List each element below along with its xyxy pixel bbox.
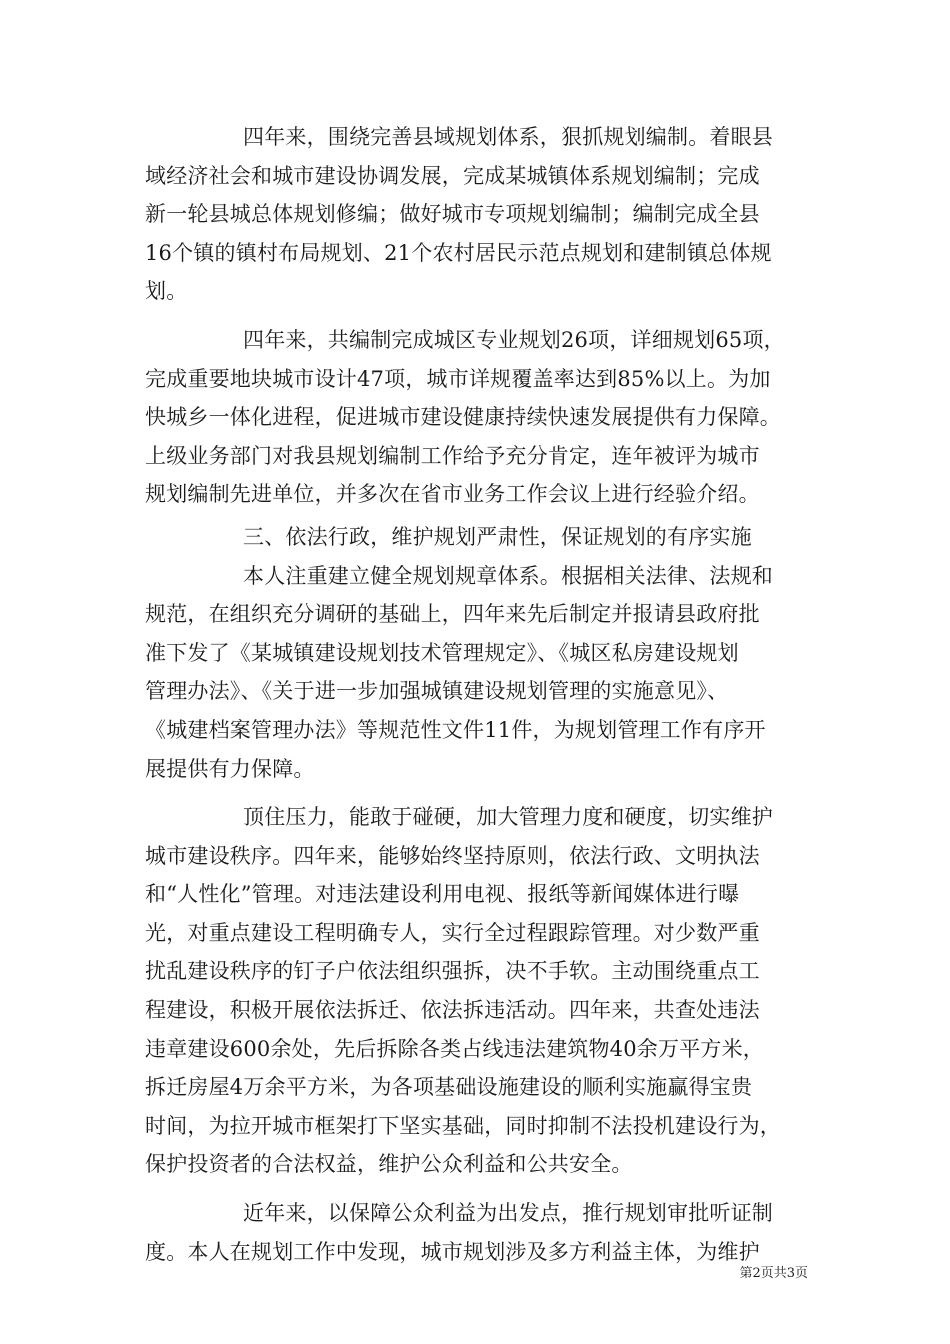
text-line: 扰乱建设秩序的钉子户依法组织强拆，决不手软。主动围绕重点工 (145, 959, 760, 984)
text-line: 完成重要地块城市设计47项，城市详规覆盖率达到85%以上。为加 (145, 366, 771, 391)
text-line: 光，对重点建设工程明确专人，实行全过程跟踪管理。对少数严重 (145, 920, 760, 945)
text-line: 时间，为拉开城市框架打下坚实基础，同时抑制不法投机建设行为， (145, 1113, 781, 1138)
section-heading (145, 518, 810, 557)
page-number-footer: 第2页共3页 (739, 1266, 808, 1281)
paragraph-planning-results (145, 321, 810, 514)
document-body (145, 118, 810, 1271)
text-line: 近年来，以保障公众利益为出发点，推行规划审批听证制 (243, 1201, 773, 1226)
text-line: 上级业务部门对我县规划编制工作给予充分肯定，连年被评为城市 (145, 443, 760, 468)
text-line: 快城乡一体化进程，促进城市建设健康持续快速发展提供有力保障。 (145, 405, 781, 430)
text-line: 16个镇的镇村布局规划、21个农村居民示范点规划和建制镇总体规 (145, 240, 772, 265)
paragraph-enforcement (145, 798, 810, 1184)
paragraph-planning-system (145, 118, 810, 311)
text-line: 拆迁房屋4万余平方米，为各项基础设施建设的顺利实施赢得宝贵 (145, 1075, 753, 1100)
text-line: 本人注重建立健全规划规章体系。根据相关法律、法规和 (243, 563, 773, 588)
text-line: 规划编制先进单位，并多次在省市业务工作会议上进行经验介绍。 (145, 482, 760, 507)
text-line: 保护投资者的合法权益，维护公众利益和公共安全。 (145, 1152, 633, 1177)
text-line: 四年来，共编制完成城区专业规划26项，详细规划65项， (243, 327, 785, 352)
section-heading-text: 三、依法行政，维护规划严肃性，保证规划的有序实施 (243, 524, 752, 549)
text-line: 和“人性化”管理。对违法建设利用电视、报纸等新闻媒体进行曝 (145, 882, 740, 907)
text-line: 划。 (145, 279, 188, 304)
text-line: 展提供有力保障。 (145, 756, 315, 781)
text-line: 程建设，积极开展依法拆迁、依法拆违活动。四年来，共查处违法 (145, 998, 760, 1023)
text-line: 新一轮县城总体规划修编；做好城市专项规划编制；编制完成全县 (145, 202, 760, 227)
text-line: 城市建设秩序。四年来，能够始终坚持原则，依法行政、文明执法 (145, 843, 760, 868)
text-line: 规范，在组织充分调研的基础上，四年来先后制定并报请县政府批 (145, 602, 760, 627)
text-line: 顶住压力，能敢于碰硬，加大管理力度和硬度，切实维护 (243, 805, 773, 830)
text-line: 《城建档案管理办法》等规范性文件11件，为规划管理工作有序开 (145, 717, 766, 742)
text-line: 准下发了《某城镇建设规划技术管理规定》、《城区私房建设规划 (145, 640, 739, 665)
paragraph-regulations (145, 557, 810, 789)
paragraph-hearing-system (145, 1194, 810, 1271)
text-line: 管理办法》、《关于进一步加强城镇建设规划管理的实施意见》、 (145, 679, 729, 704)
text-line: 四年来，围绕完善县域规划体系，狠抓规划编制。着眼县 (243, 125, 773, 149)
text-line: 违章建设600余处，先后拆除各类占线违法建筑物40余万平方米， (145, 1036, 765, 1061)
text-line: 度。本人在规划工作中发现，城市规划涉及多方利益主体，为维护 (145, 1239, 760, 1264)
text-line: 域经济社会和城市建设协调发展，完成某城镇体系规划编制；完成 (145, 163, 760, 188)
